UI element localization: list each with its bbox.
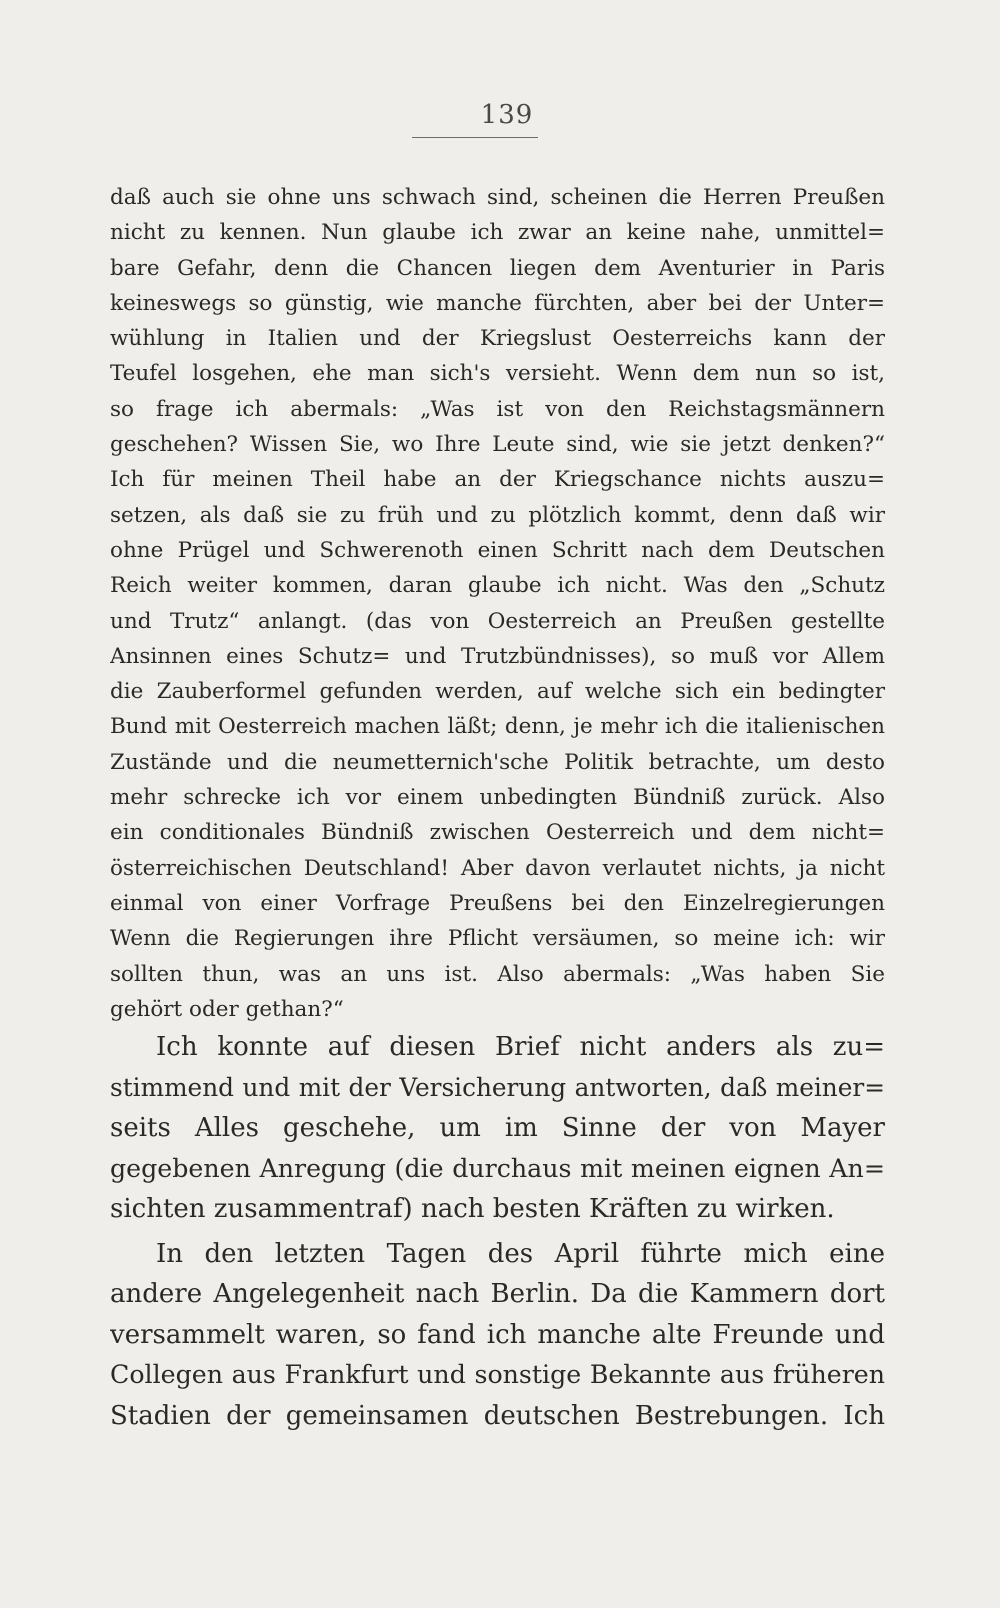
text-line: Reich weiter kommen, daran glaube ich nicht. Was den „Schutz: [110, 573, 885, 599]
text-line: Wenn die Regierungen ihre Pflicht versäumen, so meine ich: wir: [110, 926, 885, 952]
text-line: einmal von einer Vorfrage Preußens bei den Einzelregierungen: [110, 890, 885, 916]
text-line: bare Gefahr, denn die Chancen liegen dem Aventurier in Paris: [110, 255, 885, 281]
text-line: so frage ich abermals: „Was ist von den Reichstagsmännern: [110, 396, 885, 422]
text-line: Ich für meinen Theil habe an der Kriegschance nichts auszu=: [110, 467, 885, 493]
text-line: seits Alles geschehe, um im Sinne der von Mayer: [110, 1113, 885, 1143]
text-line: stimmend und mit der Versicherung antworten, daß meiner=: [110, 1072, 885, 1102]
quoted-letter: [110, 180, 885, 1027]
text-line: gehört oder gethan?“: [110, 996, 344, 1022]
text-line: österreichischen Deutschland! Aber davon verlautet nichts, ja nicht: [110, 855, 885, 881]
text-line: Stadien der gemeinsamen deutschen Bestrebungen. Ich: [110, 1400, 885, 1431]
text-line: gegebenen Anregung (die durchaus mit meinen eignen An=: [110, 1153, 885, 1183]
text-line: Bund mit Oesterreich machen läßt; denn, je mehr ich die italienischen: [110, 714, 885, 740]
text-line: sollten thun, was an uns ist. Also abermals: „Was haben Sie: [110, 961, 885, 987]
text-line: geschehen? Wissen Sie, wo Ihre Leute sind, wie sie jetzt denken?“: [110, 432, 885, 458]
paragraph: [110, 1027, 885, 1230]
text-line: andere Angelegenheit nach Berlin. Da die Kammern dort: [110, 1279, 885, 1309]
text-line: daß auch sie ohne uns schwach sind, scheinen die Herren Preußen: [110, 185, 885, 210]
text-line: die Zauberformel gefunden werden, auf welche sich ein bedingter: [110, 679, 885, 705]
text-line: Zustände und die neumetternich'sche Politik betrachte, um desto: [110, 749, 885, 775]
text-line: ohne Prügel und Schwerenoth einen Schritt nach dem Deutschen: [110, 537, 885, 563]
header-rule: [412, 137, 538, 138]
text-line: Teufel losgehen, ehe man sich's versieht. Wenn dem nun so ist,: [110, 361, 885, 387]
body-text: [110, 1027, 885, 1436]
paragraph: [110, 1234, 885, 1437]
text-line: und Trutz“ anlangt. (das von Oesterreich an Preußen gestellte: [110, 608, 885, 634]
text-line: mehr schrecke ich vor einem unbedingten Bündniß zurück. Also: [110, 785, 885, 811]
text-line: In den letzten Tagen des April führte mich eine: [156, 1238, 885, 1269]
text-line: keineswegs so günstig, wie manche fürchten, aber bei der Unter=: [110, 290, 885, 316]
text-line: Ansinnen eines Schutz= und Trutzbündnisses), so muß vor Allem: [110, 643, 885, 669]
text-line: ein conditionales Bündniß zwischen Oesterreich und dem nicht=: [110, 820, 885, 846]
text-line: nicht zu kennen. Nun glaube ich zwar an keine nahe, unmittel=: [110, 220, 885, 246]
text-line: sichten zusammentraf) nach besten Kräften zu wirken.: [110, 1194, 835, 1224]
text-line: Collegen aus Frankfurt und sonstige Bekannte aus früheren: [110, 1360, 885, 1389]
text-line: Ich konnte auf diesen Brief nicht anders als zu=: [156, 1032, 885, 1062]
text-line: wühlung in Italien und der Kriegslust Oesterreichs kann der: [110, 326, 885, 352]
page-number: 139: [480, 100, 534, 130]
text-line: setzen, als daß sie zu früh und zu plötzlich kommt, denn daß wir: [110, 502, 885, 528]
text-line: versammelt waren, so fand ich manche alte Freunde und: [110, 1319, 885, 1350]
